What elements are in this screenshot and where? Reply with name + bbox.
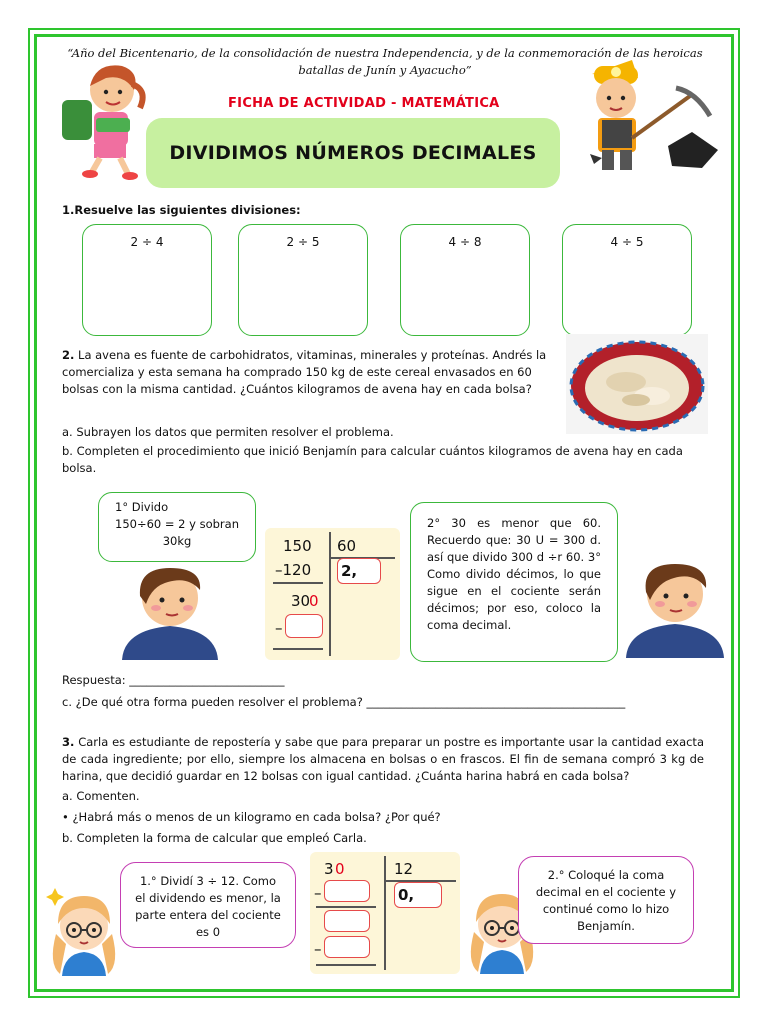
division-expression: 2 ÷ 4 xyxy=(130,235,164,249)
answer-blank-sub-1[interactable] xyxy=(324,880,370,902)
bubble-line: 30kg xyxy=(162,534,192,548)
minus-sign: – xyxy=(314,884,322,902)
benjamin-step2-bubble: 2° 30 es menor que 60. Recuerdo que: 30 U = 300 d. así que divido 300 d ÷r 60. 3° Como divido décimos, lo que sigue en el cociente serán décimos; por eso, coloco la coma decimal. xyxy=(410,502,618,662)
girl-with-backpack-illustration xyxy=(44,60,154,182)
q2-statement xyxy=(62,347,557,398)
title-banner xyxy=(146,118,560,188)
answer-blank-sub-2[interactable] xyxy=(324,936,370,958)
q3-bullet: • ¿Habrá más o menos de un kilogramo en cada bolsa? ¿Por qué? xyxy=(62,810,441,824)
division-box-2[interactable] xyxy=(238,224,368,336)
carla-division-calc xyxy=(310,852,460,974)
quotient: 0, xyxy=(398,886,415,904)
q2-answer-line[interactable]: Respuesta: ___________________________ xyxy=(62,673,285,687)
answer-blank-rem-1[interactable] xyxy=(324,910,370,932)
division-expression: 4 ÷ 5 xyxy=(610,235,644,249)
motto-text: “Año del Bicentenario, de la consolidación de nuestra Independencia, y de la conmemoración de las heroicas batallas de Junín y Ayacucho” xyxy=(67,46,703,77)
dividend-digit: 3 xyxy=(324,860,334,878)
q3-part-b: b. Completen la forma de calcular que empleó Carla. xyxy=(62,831,367,845)
q2-part-b: b. Completen el procedimiento que inició Benjamín para calcular cuántos kilogramos de avena hay en cada bolsa. xyxy=(62,444,683,475)
minus-sign: – xyxy=(275,619,283,637)
carla-step1-bubble: 1.° Dividí 3 ÷ 12. Como el dividendo es menor, la parte entera del cociente es 0 xyxy=(120,862,296,948)
quotient: 2, xyxy=(341,562,358,580)
divisor: 60 xyxy=(337,537,357,555)
minus-sign: – xyxy=(314,940,322,958)
miner-boy-illustration xyxy=(572,58,722,176)
division-box-1[interactable] xyxy=(82,224,212,336)
brought-down-zero: 0 xyxy=(335,860,345,878)
page-title: DIVIDIMOS NÚMEROS DECIMALES xyxy=(169,142,537,164)
divisor: 12 xyxy=(394,860,414,878)
division-expression: 4 ÷ 8 xyxy=(448,235,482,249)
benjamin-step1-bubble xyxy=(98,492,256,562)
bubble-line: 150÷60 = 2 y sobran xyxy=(115,517,239,531)
q2-number: 2. xyxy=(62,348,75,362)
remainder-digits: 30 xyxy=(291,592,311,610)
activity-sheet-label: FICHA DE ACTIVIDAD - MATEMÁTICA xyxy=(228,96,500,111)
division-expression: 2 ÷ 5 xyxy=(286,235,320,249)
boy-avatar-right xyxy=(622,556,728,658)
division-box-4[interactable] xyxy=(562,224,692,336)
q2-part-c[interactable]: c. ¿De qué otra forma pueden resolver el problema? _____________________________________________ xyxy=(62,695,626,709)
dividend: 150 xyxy=(283,537,312,555)
carla-avatar-left xyxy=(44,884,124,976)
q2-text: La avena es fuente de carbohidratos, vitaminas, minerales y proteínas. Andrés la comercializa y esta semana ha comprado 150 kg de este cereal envasados en 60 bolsas con la misma cantidad. ¿Cuántos kilogramos de avena hay en cada bolsa? xyxy=(62,348,547,396)
q2-part-a: a. Subrayen los datos que permiten resolver el problema. xyxy=(62,425,394,439)
subtrahend: –120 xyxy=(275,561,312,579)
q3-statement xyxy=(62,734,704,785)
q1-prompt: 1.Resuelve las siguientes divisiones: xyxy=(62,203,301,217)
oats-bowl-photo xyxy=(566,334,708,434)
q3-part-a: a. Comenten. xyxy=(62,789,140,803)
answer-blank-sub[interactable] xyxy=(285,614,323,638)
benjamin-division-calc xyxy=(265,528,400,660)
boy-avatar-left xyxy=(118,560,222,660)
division-box-3[interactable] xyxy=(400,224,530,336)
q3-text: Carla es estudiante de repostería y sabe que para preparar un postre es importante usar la cantidad exacta de cada ingrediente; por ello, siempre los almacena en bolsas o en frascos. El fin de semana compró 3 kg de harina, que decidió guardar en 12 bolsas con igual cantidad. ¿Cuánta harina habrá en cada bolsa? xyxy=(62,735,704,783)
bubble-line: 1° Divido xyxy=(115,500,169,514)
q3-number: 3. xyxy=(62,735,75,749)
brought-down-zero: 0 xyxy=(309,592,319,610)
carla-step2-bubble: 2.° Coloqué la coma decimal en el cociente y continué como lo hizo Benjamín. xyxy=(518,856,694,944)
